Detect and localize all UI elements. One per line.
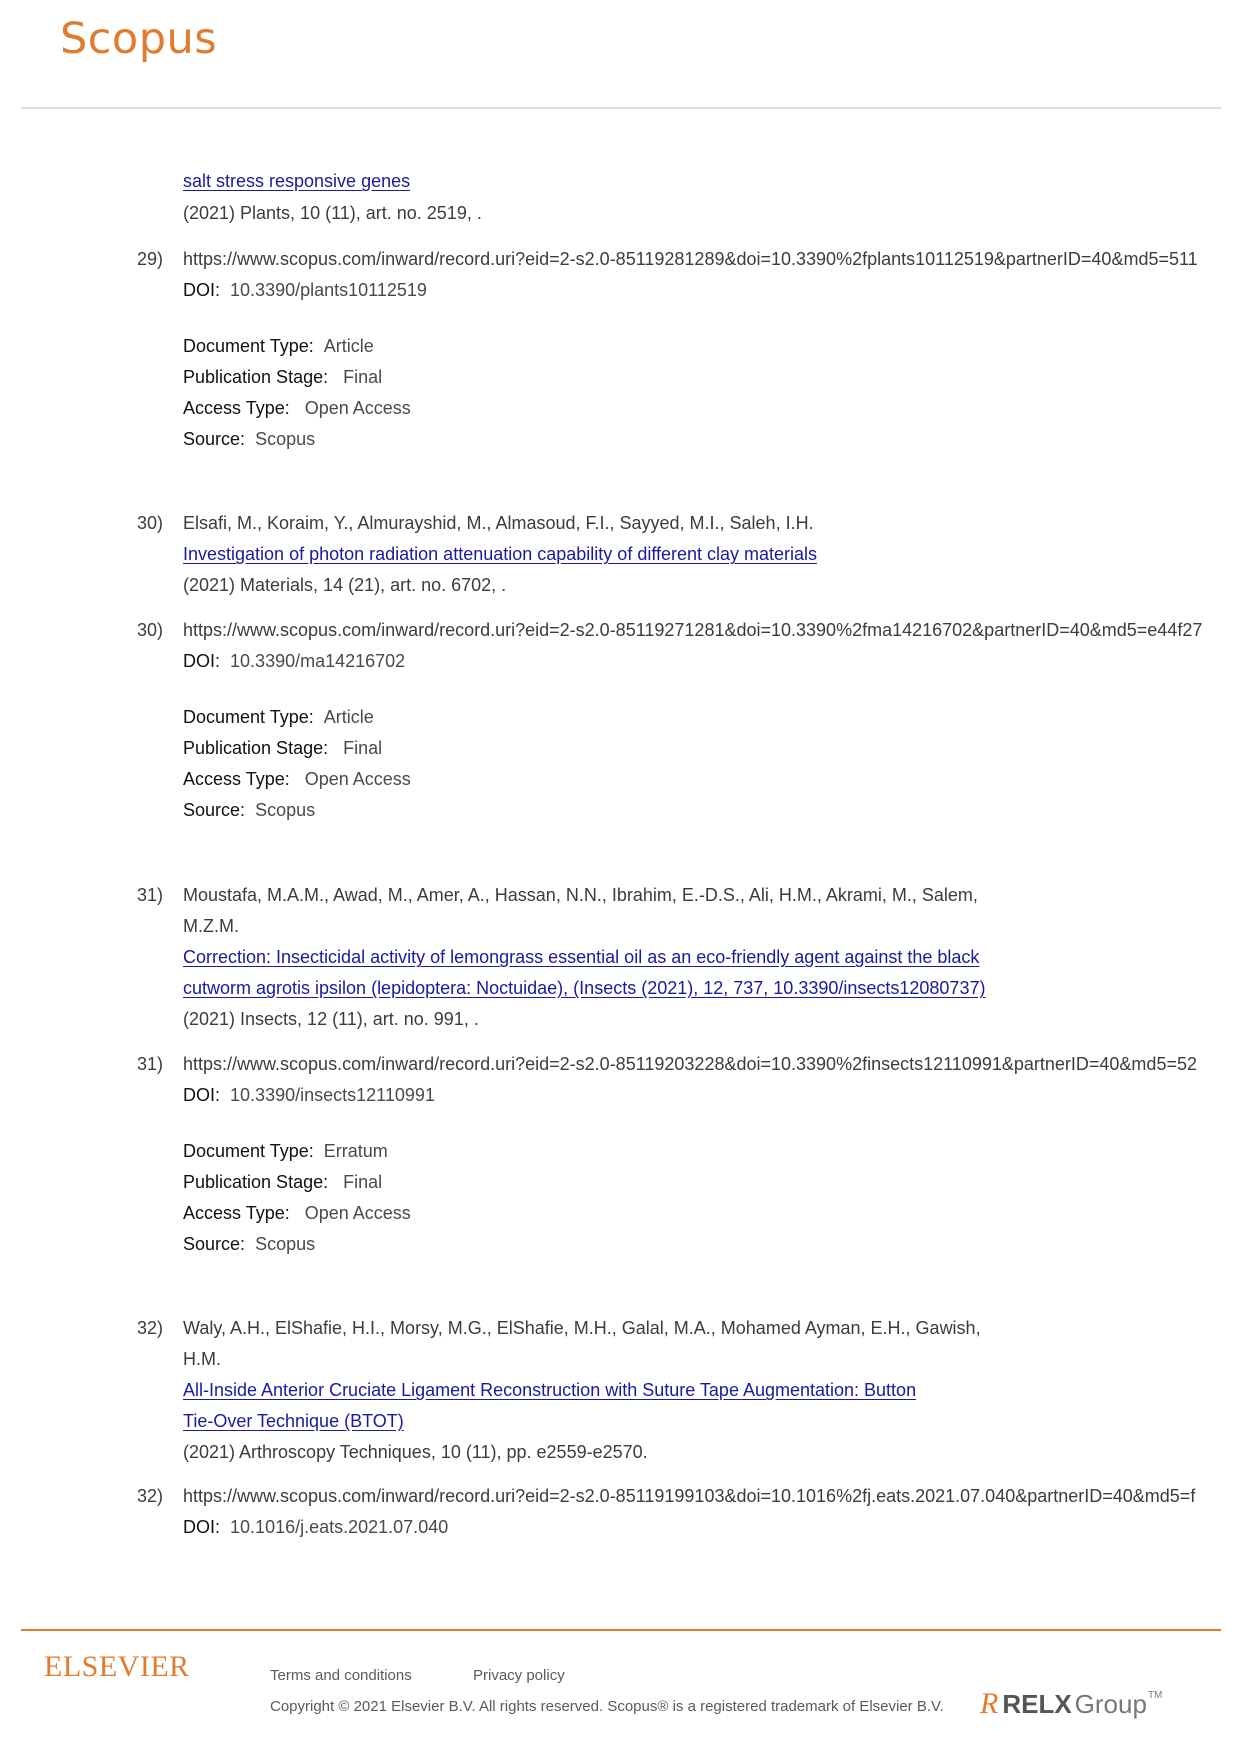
record-title-link-cont[interactable]: cutworm agrotis ipsilon (lepidoptera: Noctuidae), (Insects (2021), 12, 737, 10.3390/insects12080737) [183, 978, 986, 998]
record-doi [183, 1516, 448, 1538]
doi-value: 10.1016/j.eats.2021.07.040 [230, 1517, 449, 1537]
record-doi [183, 279, 427, 301]
field-access-type: Access Type: Open Access [183, 398, 411, 418]
copyright-text: Copyright © 2021 Elsevier B.V. All rights reserved. Scopus® is a registered trademark of Elsevier B.V. [270, 1698, 944, 1715]
record-doi [183, 1084, 435, 1106]
elsevier-logo: ELSEVIER [44, 1650, 190, 1683]
doi-label: DOI: [183, 651, 221, 671]
relx-wordmark-light: Group [1074, 1689, 1147, 1719]
record-url[interactable]: https://www.scopus.com/inward/record.uri?eid=2-s2.0-85119203228&doi=10.3390%2finsects12110991&partnerID=40&md5=52 [183, 1054, 1197, 1074]
record-number: 32) [137, 1486, 164, 1506]
record-citation: (2021) Materials, 14 (21), art. no. 6702, . [183, 575, 507, 595]
field-publication-stage: Publication Stage: Final [183, 1172, 383, 1192]
record-title-link-cont[interactable]: Tie-Over Technique (BTOT) [183, 1411, 404, 1431]
record-citation: (2021) Arthroscopy Techniques, 10 (11), pp. e2559-e2570. [183, 1442, 648, 1462]
record-number: 30) [137, 513, 164, 533]
relx-icon: R [980, 1687, 999, 1720]
record-number: 29) [137, 249, 164, 269]
field-access-type: Access Type: Open Access [183, 1203, 411, 1223]
scopus-logo: Scopus [60, 14, 218, 64]
relx-group-logo [980, 1687, 1163, 1720]
field-document-type: Document Type: Article [183, 336, 374, 356]
header-divider [21, 107, 1221, 109]
doi-value: 10.3390/ma14216702 [230, 651, 406, 671]
record-title-link[interactable]: Investigation of photon radiation attenuation capability of different clay materials [183, 544, 818, 564]
record-authors: Moustafa, M.A.M., Awad, M., Amer, A., Hassan, N.N., Ibrahim, E.-D.S., Ali, H.M., Akrami, M., Salem, [183, 885, 978, 905]
field-publication-stage: Publication Stage: Final [183, 738, 383, 758]
field-access-type: Access Type: Open Access [183, 769, 411, 789]
field-source: Source: Scopus [183, 429, 316, 449]
doi-value: 10.3390/insects12110991 [230, 1085, 435, 1105]
record-citation: (2021) Insects, 12 (11), art. no. 991, . [183, 1009, 479, 1029]
record-number: 32) [137, 1318, 164, 1338]
record-authors-cont: M.Z.M. [183, 916, 239, 936]
field-publication-stage: Publication Stage: Final [183, 367, 383, 387]
record-citation: (2021) Plants, 10 (11), art. no. 2519, . [183, 203, 482, 223]
record-number: 30) [137, 620, 164, 640]
field-document-type: Document Type: Erratum [183, 1141, 388, 1161]
record-title-link[interactable]: Correction: Insecticidal activity of lemongrass essential oil as an eco-friendly agent against the black [183, 947, 980, 967]
record-authors: Waly, A.H., ElShafie, H.I., Morsy, M.G., ElShafie, M.H., Galal, M.A., Mohamed Ayman, E.H., Gawish, [183, 1318, 981, 1338]
record-url[interactable]: https://www.scopus.com/inward/record.uri?eid=2-s2.0-85119271281&doi=10.3390%2fma14216702&partnerID=40&md5=e44f27 [183, 620, 1203, 640]
record-title-link[interactable]: salt stress responsive genes [183, 171, 411, 191]
footer-divider [21, 1629, 1221, 1631]
record-number: 31) [137, 1054, 164, 1074]
doi-label: DOI: [183, 1085, 221, 1105]
doi-label: DOI: [183, 1517, 221, 1537]
record-authors-cont: H.M. [183, 1349, 221, 1369]
privacy-link[interactable]: Privacy policy [473, 1667, 565, 1684]
record-url[interactable]: https://www.scopus.com/inward/record.uri?eid=2-s2.0-85119199103&doi=10.1016%2fj.eats.2021.07.040&partnerID=40&md5=f [183, 1486, 1196, 1506]
record-doi [183, 650, 405, 672]
field-source: Source: Scopus [183, 1234, 316, 1254]
doi-value: 10.3390/plants10112519 [230, 280, 427, 300]
relx-wordmark-bold: RELX [1002, 1689, 1072, 1719]
record-url[interactable]: https://www.scopus.com/inward/record.uri?eid=2-s2.0-85119281289&doi=10.3390%2fplants10112519&partnerID=40&md5=511 [183, 249, 1198, 269]
field-source: Source: Scopus [183, 800, 316, 820]
field-document-type: Document Type: Article [183, 707, 374, 727]
record-number: 31) [137, 885, 164, 905]
trademark-symbol: TM [1147, 1690, 1163, 1701]
record-title-link[interactable]: All-Inside Anterior Cruciate Ligament Reconstruction with Suture Tape Augmentation: Button [183, 1380, 917, 1400]
terms-link[interactable]: Terms and conditions [270, 1667, 412, 1684]
record-authors: Elsafi, M., Koraim, Y., Almurayshid, M., Almasoud, F.I., Sayyed, M.I., Saleh, I.H. [183, 513, 814, 533]
doi-label: DOI: [183, 280, 221, 300]
